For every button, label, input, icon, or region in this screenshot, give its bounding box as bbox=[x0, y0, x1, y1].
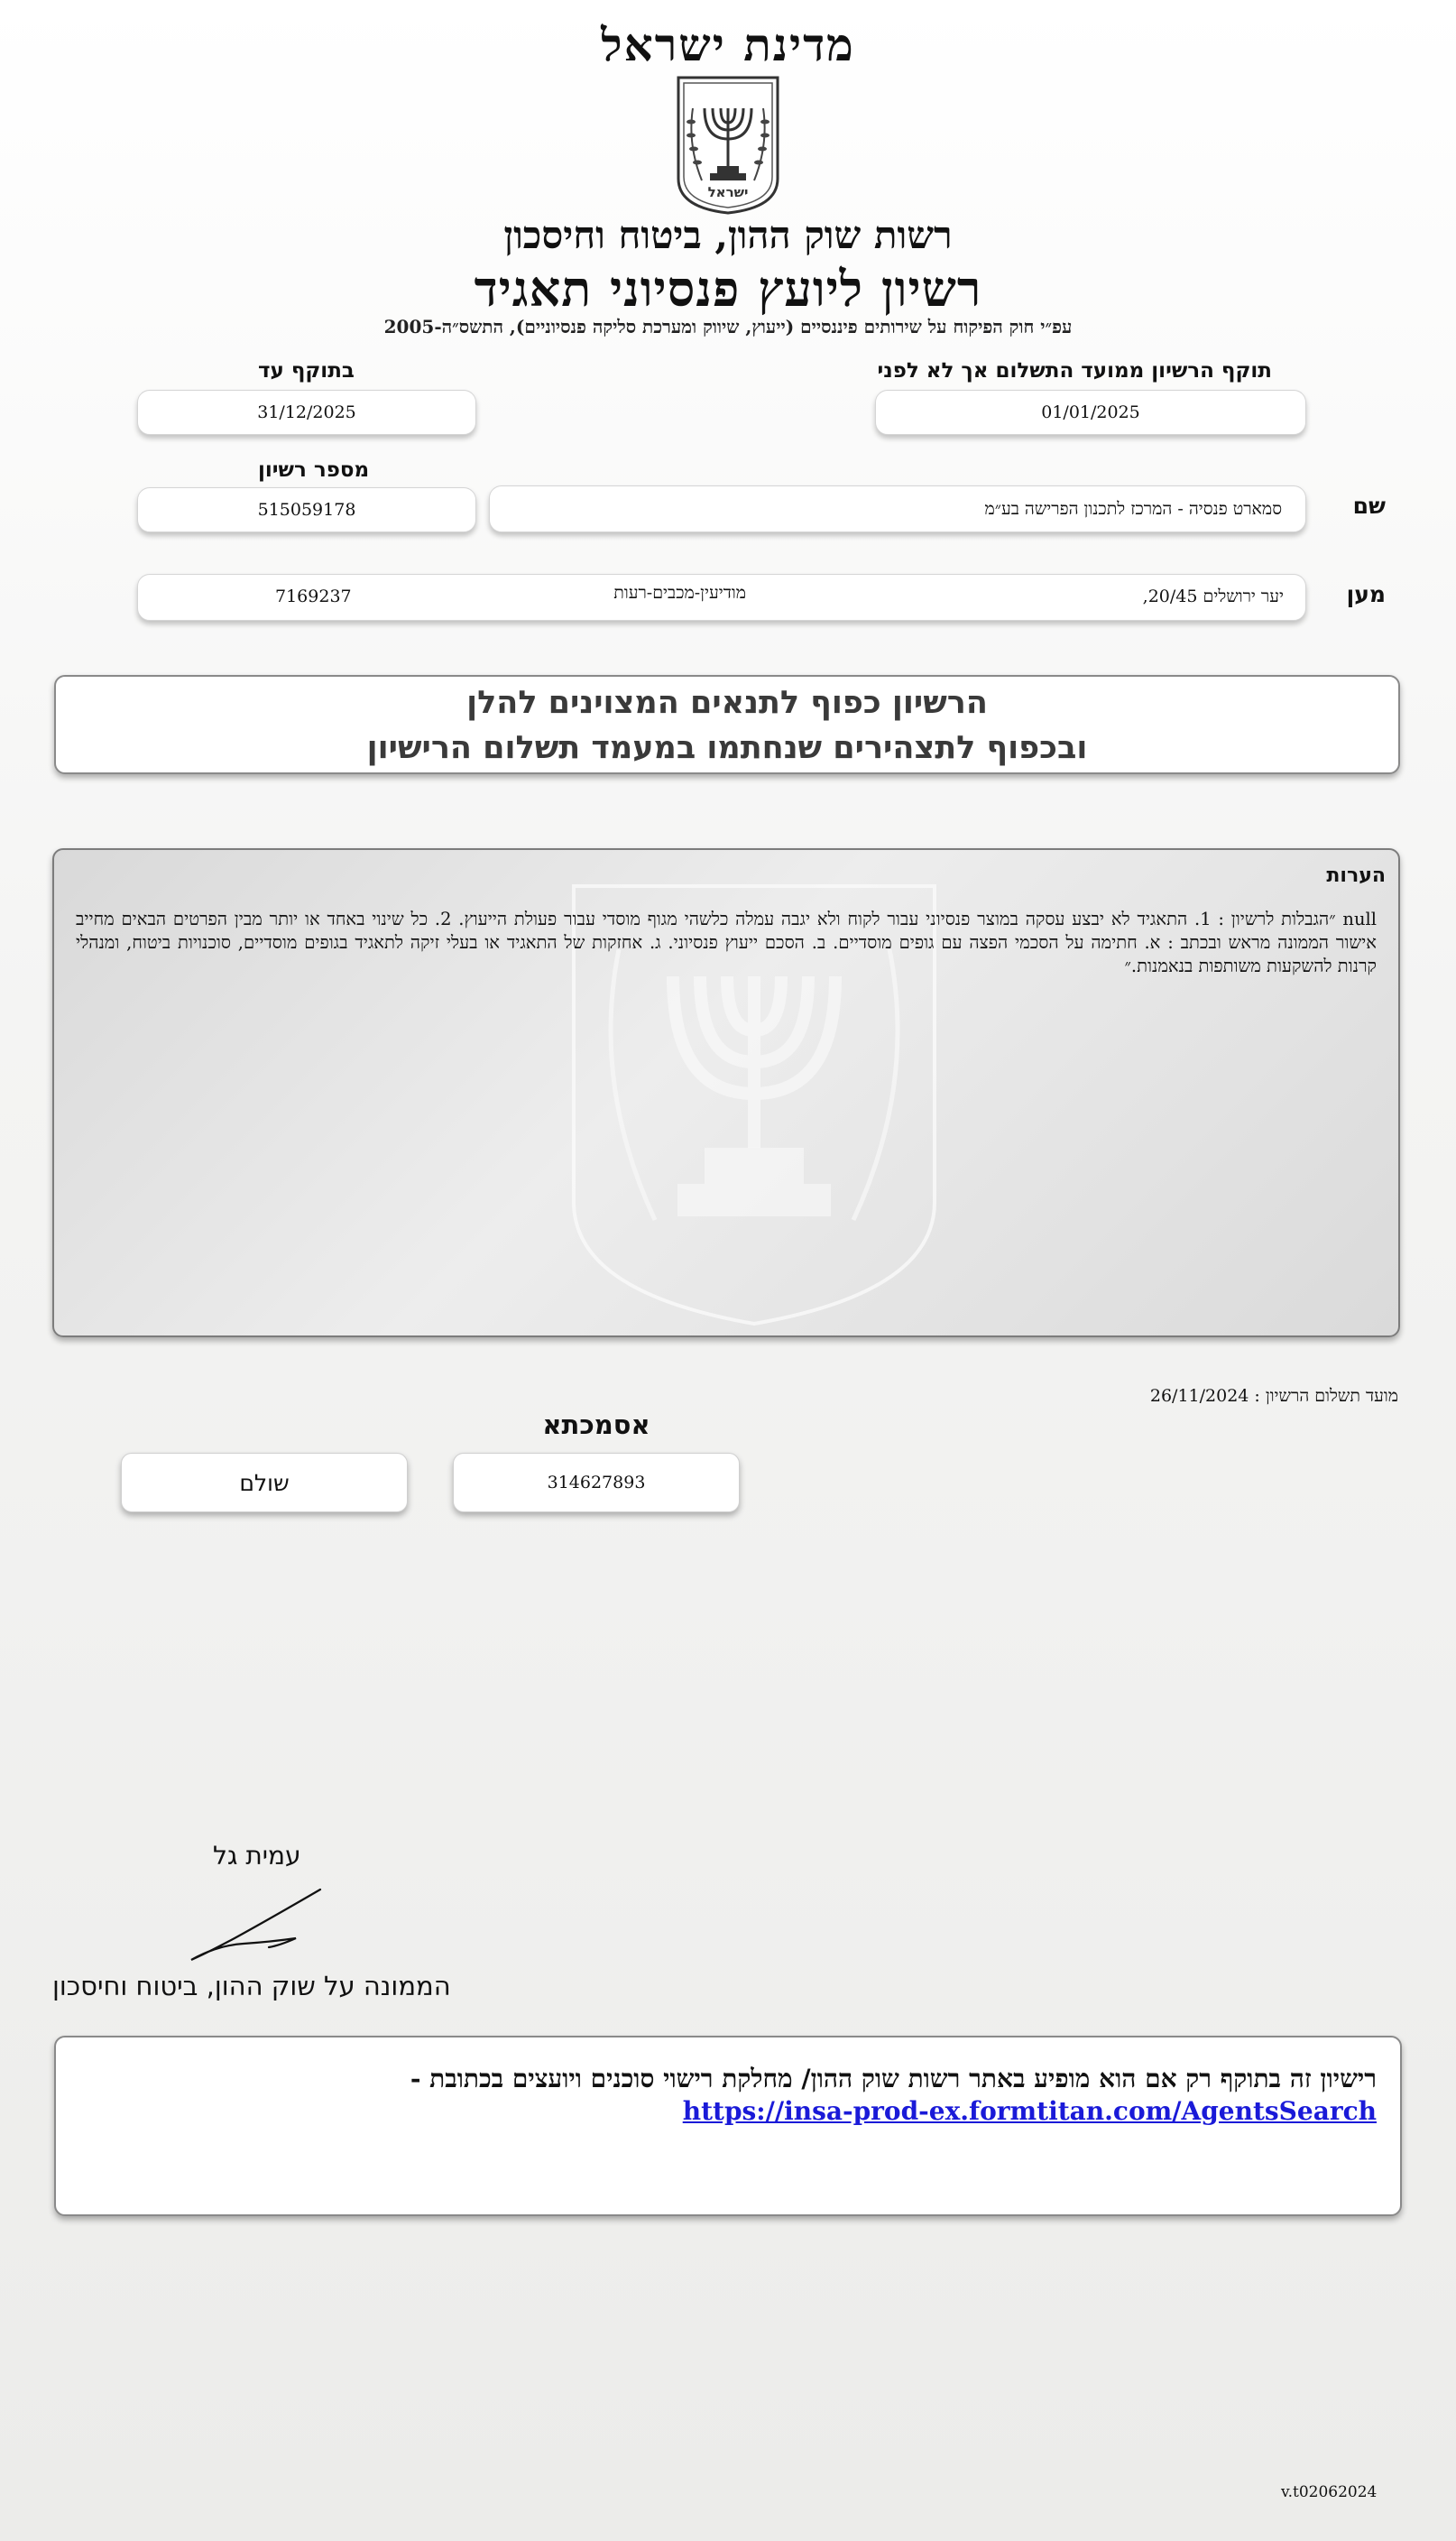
address-street: יער ירושלים 20/45, bbox=[1142, 587, 1284, 606]
svg-text:ישראל: ישראל bbox=[707, 184, 749, 200]
conditions-line-1: הרשיון כפוף לתנאים המצוינים להלן bbox=[466, 685, 988, 721]
notes-text: null ״הגבלות לרשיון : 1. התאגיד לא יבצע עסקה במוצר פנסיוני עבור לקוח ולא יגבה עמלה כלשהי מגוף מוסדי עבור פעולת הייעוץ. 2. כל שינוי באחד או יותר מבין הפרטים הבאים מחייב אישור הממונה מראש ובכתב : א. חתימה על הסכמי הפצה עם גופים מוסדיים. ב. הסכם ייעוץ פנסיוני. ג. אחזקות של התאגיד או בעלי זיקה לתאגיד בגופים מוסדיים, סוכנויות ביטוח, ומנהלי קרנות להשקעות משותפות בנאמנות.״ bbox=[76, 909, 1377, 976]
valid-from-field: 01/01/2025 bbox=[875, 390, 1306, 435]
notes-label: הערות bbox=[1326, 864, 1386, 887]
payment-status-field: שולם bbox=[121, 1453, 408, 1512]
signatory-title: הממונה על שוק ההון, ביטוח וחיסכון bbox=[52, 1971, 451, 2001]
law-reference: עפ״י חוק הפיקוח על שירותים פיננסיים (ייעוץ, שיווק ומערכת סליקה פנסיוניים), התשס״ה-2005 bbox=[383, 316, 1073, 337]
reference-label: אסמכתא bbox=[542, 1409, 650, 1440]
license-title: רשיון ליועץ פנסיוני תאגיד bbox=[474, 260, 982, 318]
address-label: מען bbox=[1346, 581, 1386, 607]
address-field bbox=[137, 574, 1306, 621]
license-number-label: מספר רשיון bbox=[258, 458, 370, 482]
form-version: v.t02062024 bbox=[1281, 2483, 1378, 2501]
conditions-box bbox=[54, 675, 1400, 774]
state-title: מדינת ישראל bbox=[601, 18, 855, 71]
address-zip: 7169237 bbox=[275, 587, 352, 606]
handwritten-signature-icon bbox=[180, 1882, 334, 1964]
valid-from-label: תוקף הרשיון ממועד התשלום אך לא לפני bbox=[877, 359, 1272, 383]
verification-notice-text: רישיון זה בתוקף רק אם הוא מופיע באתר רשות שוק ההון/ מחלקת רישוי סוכנים ויועצים בכתובת - bbox=[410, 2064, 1377, 2093]
signatory-name: עמית גל bbox=[213, 1841, 301, 1871]
agents-search-link[interactable]: https://insa-prod-ex.formtitan.com/AgentsSearch bbox=[682, 2096, 1377, 2126]
name-field: סמארט פנסיה - המרכז לתכנון הפרישה בע״מ bbox=[489, 485, 1306, 532]
license-number-field: 515059178 bbox=[137, 487, 476, 532]
verification-notice-box bbox=[54, 2036, 1402, 2216]
state-emblem-menorah-icon bbox=[669, 72, 787, 217]
conditions-line-2: ובכפוף לתצהירים שנחתמו במעמד תשלום הרישיון bbox=[366, 730, 1088, 766]
reference-field: 314627893 bbox=[453, 1453, 740, 1512]
valid-until-field: 31/12/2025 bbox=[137, 390, 476, 435]
address-city: מודיעין-מכבים-רעות bbox=[613, 583, 746, 603]
notes-box bbox=[52, 848, 1400, 1337]
name-label: שם bbox=[1352, 493, 1386, 519]
valid-until-label: בתוקף עד bbox=[258, 359, 355, 383]
payment-date: מועד תשלום הרשיון : 26/11/2024 bbox=[1149, 1386, 1398, 1406]
authority-name: רשות שוק ההון, ביטוח וחיסכון bbox=[503, 213, 953, 257]
